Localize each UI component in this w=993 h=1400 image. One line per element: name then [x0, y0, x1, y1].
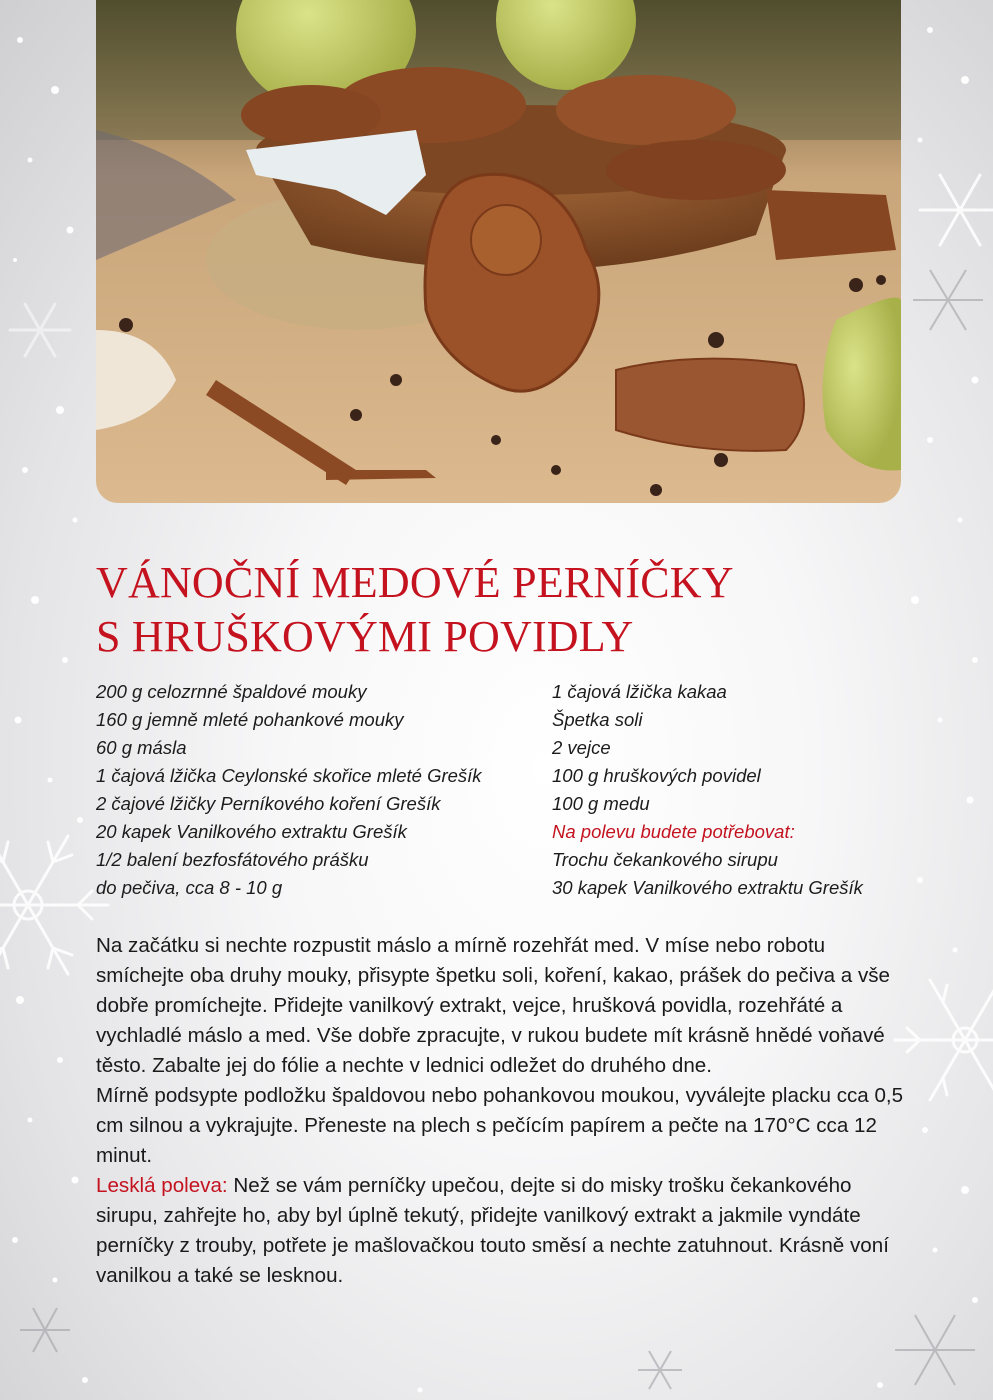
ingredient-item: 1 čajová lžička Ceylonské skořice mleté Grešík [96, 765, 482, 786]
ingredients-list-right [552, 678, 863, 902]
ingredient-item: Špetka soli [552, 709, 643, 730]
glaze-ingredient-item: 30 kapek Vanilkového extraktu Grešík [552, 877, 863, 898]
recipe-title [96, 556, 734, 664]
glaze-label: Lesklá poleva: [96, 1174, 228, 1197]
ingredient-item: do pečiva, cca 8 - 10 g [96, 877, 283, 898]
glaze-ingredient-item: Trochu čekankového sirupu [552, 849, 778, 870]
recipe-title-line-1: VÁNOČNÍ MEDOVÉ PERNÍČKY [96, 558, 734, 607]
snowflake-icon [920, 175, 993, 245]
ingredient-item: 2 čajové lžičky Perníkového koření Grešík [96, 793, 441, 814]
snowflake-icon [895, 1315, 975, 1385]
ingredients-list-left [96, 678, 482, 902]
ingredient-item: 60 g másla [96, 737, 187, 758]
ingredient-item: 100 g hruškových povidel [552, 765, 761, 786]
gingerbread-photo [96, 0, 901, 503]
glaze-ingredients-heading: Na polevu budete potřebovat: [552, 821, 795, 842]
snowflake-icon [10, 304, 70, 356]
ingredient-item: 20 kapek Vanilkového extraktu Grešík [96, 821, 407, 842]
snowflake-icon [0, 836, 108, 974]
ingredient-item: 1/2 balení bezfosfátového prášku [96, 849, 369, 870]
glaze-paragraph [96, 1171, 916, 1291]
recipe-title-line-2: S HRUŠKOVÝMI POVIDLY [96, 612, 634, 661]
ingredient-item: 1 čajová lžička kakaa [552, 681, 727, 702]
ingredient-item: 2 vejce [552, 737, 611, 758]
snowflake-icon [913, 270, 983, 330]
glaze-text: Než se vám perníčky upečou, dejte si do misky trošku čekankového sirupu, zahřejte ho, aby byl úplně tekutý, přidejte vanilkový extrakt a jakmile vyndáte perníčky z trouby, potřete je mašlovačkou touto směsí a nechte zatuhnout. Krásně voní vanilkou a také se lesknou. [96, 1174, 889, 1287]
ingredient-item: 100 g medu [552, 793, 650, 814]
method-paragraph: Na začátku si nechte rozpustit máslo a mírně rozehřát med. V míse nebo robotu smíchejte oba druhy mouky, přisypte špetku soli, koření, kakao, prášek do pečiva a vše dobře promíchejte. Přidejte vanilkový extrakt, vejce, hrušková povidla, rozehřáté a vychladlé máslo a med. Vše dobře zpracujte, v rukou budete mít krásně hnědé voňavé těsto. Zabalte jej do fólie a nechte v lednici odležet do druhého dne. [96, 934, 891, 1077]
method-paragraph: Mírně podsypte podložku špaldovou nebo pohankovou moukou, vyválejte placku cca 0,5 cm silnou a vykrajujte. Přeneste na plech s pečícím papírem a pečte na 170°C cca 12 minut. [96, 1084, 904, 1167]
snowflake-icon [638, 1351, 682, 1389]
recipe-method [96, 931, 916, 1291]
ingredient-item: 160 g jemně mleté pohankové mouky [96, 709, 404, 730]
snowflake-icon [20, 1308, 70, 1352]
ingredient-item: 200 g celozrnné špaldové mouky [96, 681, 367, 702]
